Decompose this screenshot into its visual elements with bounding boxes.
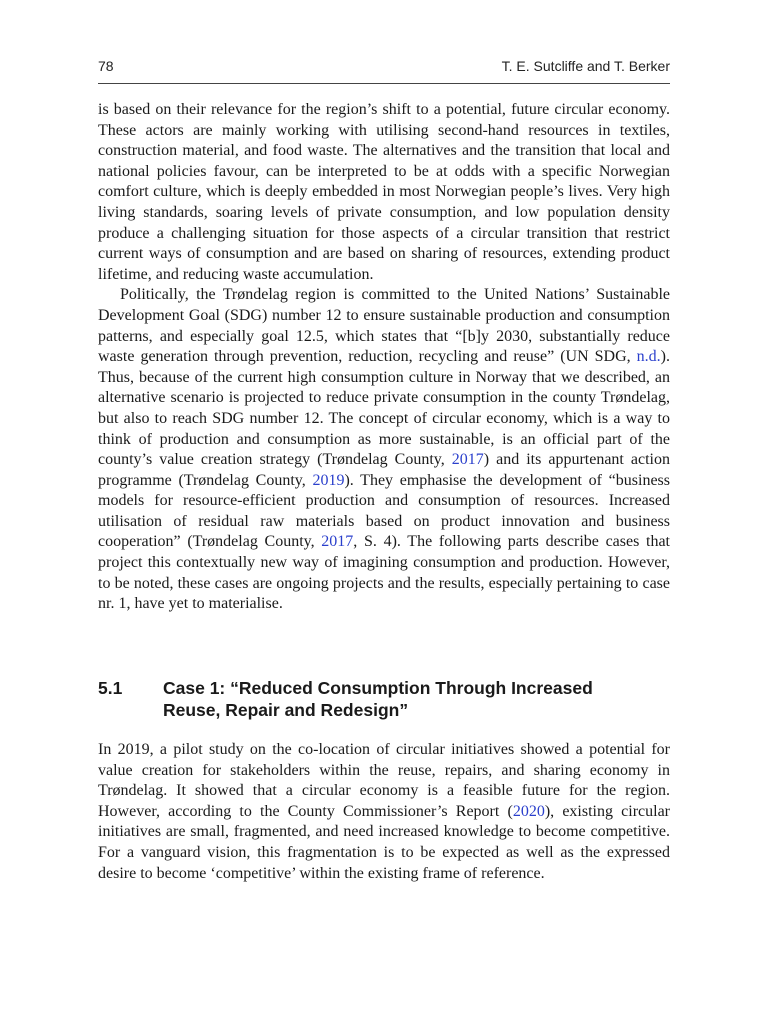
- body-text-block-1: [98, 100, 670, 615]
- running-header: [98, 58, 670, 80]
- text-run: ) and its appurtenant action programme (Trøndelag County,: [98, 451, 670, 489]
- section-number: 5.1: [98, 678, 123, 698]
- running-head-authors: T. E. Sutcliffe and T. Berker: [501, 58, 670, 74]
- paragraph-continuation: is based on their relevance for the region’s shift to a potential, future circular economy. These actors are mainly working with utilising second-hand resources in textiles, construction material, and food waste. The alternatives and the transition that local and national policies favour, can be interpreted to be at odds with a specific Norwegian comfort culture, which is deeply embedded in most Norwegian people’s lives. Very high living standards, soaring levels of private consumption, and low population density produce a challenging situation for those aspects of a circular transition that restrict current ways of consumption and are based on sharing of resources, extending product lifetime, and reducing waste accumulation.: [98, 101, 670, 283]
- text-run: Politically, the Trøndelag region is committed to the United Nations’ Sustainable Development Goal (SDG) number 12 to ensure sustainable production and consumption patterns, and especially goal 12.5, which states that “[b]y 2030, substantially reduce waste generation through prevention, reduction, recycling and reuse” (UN SDG,: [98, 286, 670, 366]
- text-run: ). They emphasise the development of “business models for resource-efficient production and consumption of resources. Increased utilisation of residual raw materials based on product innovation and business cooperation” (Trøndelag County,: [98, 471, 671, 551]
- citation-link-trondelag-2017b[interactable]: 2017: [321, 533, 354, 551]
- page-number: 78: [98, 58, 114, 74]
- citation-link-trondelag-2019[interactable]: 2019: [312, 471, 345, 489]
- paragraph-politically: [98, 285, 670, 615]
- text-run: ). Thus, because of the current high consumption culture in Norway that we described, an alternative scenario is projected to reduce private consumption in the county Trøndelag, but also to reach SDG number 12. The concept of circular economy, which is a way to think of production and consumption as more sustainable, is an official part of the county’s value creation strategy (Trøndelag County,: [98, 348, 670, 469]
- text-run: In 2019, a pilot study on the co-location of circular initiatives showed a potential for value creation for stakeholders within the reuse, repairs, and sharing economy in Trøndelag. It showed that a circular economy is a feasible future for the region. However, according to the County Commissioner’s Report (: [98, 741, 670, 820]
- header-rule: [98, 83, 670, 84]
- text-run: , S. 4). The following parts describe cases that project this contextually new way of imagining consumption and production. However, to be noted, these cases are ongoing projects and the results, especially pertaining to case nr. 1, have yet to materialise.: [98, 533, 671, 613]
- citation-link-trondelag-2017[interactable]: 2017: [451, 451, 484, 469]
- section-title: Case 1: “Reduced Consumption Through Increased Reuse, Repair and Redesign”: [163, 678, 593, 720]
- paragraph-case1: [98, 740, 670, 884]
- body-text-block-2: [98, 740, 670, 884]
- text-run: ), existing circular initiatives are small, fragmented, and need increased knowledge to become competitive. For a vanguard vision, this fragmentation is to be expected as well as the expressed desire to become ‘competitive’ within the existing frame of reference.: [98, 802, 671, 882]
- citation-link-un-sdg[interactable]: n.d.: [636, 348, 661, 366]
- citation-link-commissioner-2020[interactable]: 2020: [512, 802, 545, 820]
